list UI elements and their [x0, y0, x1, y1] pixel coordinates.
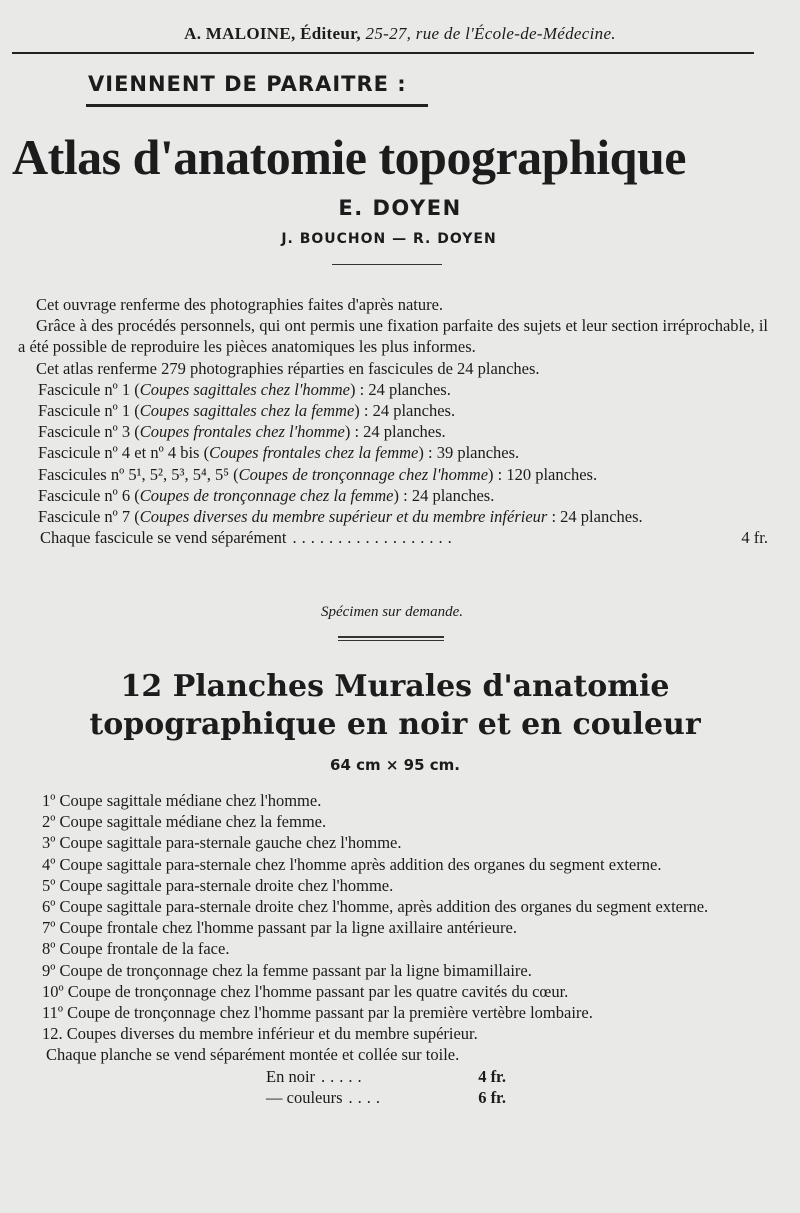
price-label: Chaque fascicule se vend séparément: [40, 528, 287, 548]
notice-heading: VIENNENT DE PARAITRE :: [88, 72, 407, 96]
fascicule-item: Fascicules nº 5¹, 5², 5³, 5⁴, 5⁵ (Coupes de tronçonnage chez l'homme) : 120 planches.: [38, 464, 598, 484]
plate-item: 10º Coupe de tronçonnage chez l'homme passant par les quatre cavités du cœur.: [42, 981, 569, 1001]
plate-item: 9º Coupe de tronçonnage chez la femme passant par la ligne bimamillaire.: [42, 960, 532, 980]
notice-underline: [86, 104, 428, 107]
fascicule-item-7: Fascicule nº 7 (Coupes diverses du membre supérieur et du membre inférieur : 24 planches.: [38, 507, 643, 527]
double-divider: [338, 636, 444, 641]
plate-item: 7º Coupe frontale chez l'homme passant par la ligne axillaire antérieure.: [42, 918, 517, 938]
atlas-summary: Cet atlas renferme 279 photographies réparties en fascicules de 24 planches.: [36, 358, 540, 378]
header-rule: [12, 52, 754, 54]
specimen-note: Spécimen sur demande.: [320, 604, 464, 620]
section-divider: [332, 264, 442, 265]
publisher-number: 25-27,: [365, 24, 412, 43]
plate-sale-note: Chaque planche se vend séparément montée et collée sur toile.: [46, 1045, 460, 1065]
publisher-role: Éditeur,: [300, 24, 361, 43]
plate-item: 12. Coupes diverses du membre inférieur et du membre supérieur.: [42, 1024, 478, 1044]
fascicule-item: Fascicule nº 1 (Coupes sagittales chez la femme) : 24 planches.: [38, 401, 456, 421]
plate-item: 3º Coupe sagittale para-sternale gauche chez l'homme.: [42, 833, 402, 853]
fascicule-item: Fascicule nº 1 (Coupes sagittales chez l'homme) : 24 planches.: [38, 379, 451, 399]
publisher-street: rue de l'École-de-Médecine.: [415, 24, 616, 43]
price-row-couleurs: [266, 1087, 506, 1108]
fascicule-item: Fascicule nº 3 (Coupes frontales chez l'homme) : 24 planches.: [38, 422, 446, 442]
price-leader: .....: [321, 1066, 367, 1086]
atlas-author: E. DOYEN: [338, 196, 462, 220]
price-value: 4 fr.: [741, 528, 768, 548]
atlas-description: [18, 294, 768, 548]
fascicule-item: Fascicule nº 4 et nº 4 bis (Coupes frontales chez la femme) : 39 planches.: [38, 443, 520, 463]
plate-item: 11º Coupe de tronçonnage chez l'homme passant par la première vertèbre lombaire.: [42, 1003, 593, 1023]
price-leader: ....: [348, 1087, 386, 1107]
atlas-title: Atlas d'anatomie topographique: [12, 129, 686, 185]
price-value: 4 fr.: [478, 1066, 506, 1086]
murales-dimensions: 64 cm × 95 cm.: [330, 756, 460, 774]
plate-item: 8º Coupe frontale de la face.: [42, 939, 230, 959]
atlas-intro: Cet ouvrage renferme des photographies faites d'après nature.: [36, 295, 444, 314]
murales-plate-list: [22, 790, 772, 1108]
murales-title: [0, 668, 790, 744]
price-value: 6 fr.: [478, 1087, 506, 1107]
plate-item: 1º Coupe sagittale médiane chez l'homme.: [42, 791, 322, 810]
murales-title-line2: topographique en noir et en couleur: [89, 707, 701, 742]
fascicule-item: Fascicule nº 6 (Coupes de tronçonnage chez la femme) : 24 planches.: [38, 485, 495, 505]
publisher-name: A. MALOINE,: [184, 24, 296, 43]
atlas-coauthors: J. BOUCHON — R. DOYEN: [281, 231, 497, 247]
fascicule-price-row: [18, 527, 768, 548]
price-leader: ..................: [292, 528, 457, 548]
plate-item: 5º Coupe sagittale para-sternale droite chez l'homme.: [42, 875, 394, 895]
price-label: — couleurs: [266, 1087, 343, 1107]
plate-item: 4º Coupe sagittale para-sternale chez l'homme après addition des organes du segment externe.: [42, 854, 662, 874]
plate-item: 6º Coupe sagittale para-sternale droite chez l'homme, après addition des organes du segment externe.: [42, 897, 709, 917]
publisher-header: [0, 24, 800, 44]
price-label: En noir: [266, 1066, 316, 1086]
murales-title-line1: 12 Planches Murales d'anatomie: [120, 669, 670, 704]
plate-item: 2º Coupe sagittale médiane chez la femme.: [42, 812, 327, 832]
atlas-method: Grâce à des procédés personnels, qui ont permis une fixation parfaite des sujets et leur section irréprochable, il a été possible de reproduire les pièces anatomiques les plus informes.: [18, 316, 768, 357]
price-row-noir: [266, 1066, 506, 1087]
